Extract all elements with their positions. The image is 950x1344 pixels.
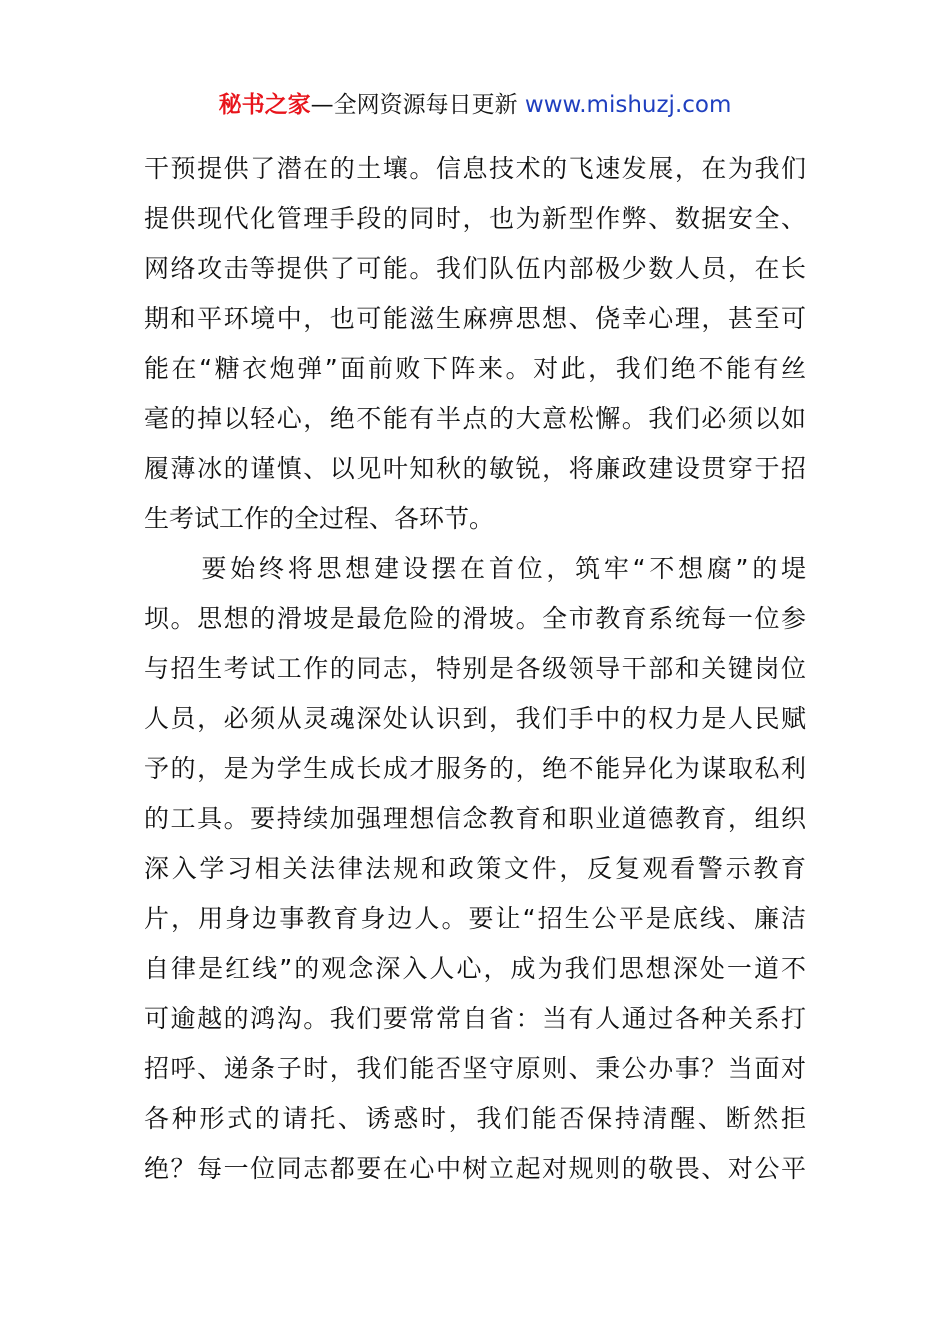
text-line: 的工具。要持续加强理想信念教育和职业道德教育，组织 — [144, 804, 806, 833]
text-line: 招呼、递条子时，我们能否坚守原则、秉公办事？当面对 — [144, 1054, 806, 1083]
text-line: 与招生考试工作的同志，特别是各级领导干部和关键岗位 — [144, 654, 806, 683]
document-body — [144, 144, 806, 1194]
text-line: 提供现代化管理手段的同时，也为新型作弊、数据安全、 — [144, 204, 806, 233]
text-line: 人员，必须从灵魂深处认识到，我们手中的权力是人民赋 — [144, 704, 806, 733]
text-line: 自律是红线”的观念深入人心，成为我们思想深处一道不 — [144, 954, 806, 983]
text-line: 毫的掉以轻心，绝不能有半点的大意松懈。我们必须以如 — [144, 404, 806, 433]
text-line: 各种形式的请托、诱惑时，我们能否保持清醒、断然拒 — [144, 1104, 806, 1133]
text-line: 坝。思想的滑坡是最危险的滑坡。全市教育系统每一位参 — [144, 604, 806, 633]
text-line: 干预提供了潜在的土壤。信息技术的飞速发展，在为我们 — [144, 154, 806, 183]
text-line: 网络攻击等提供了可能。我们队伍内部极少数人员，在长 — [144, 254, 806, 283]
header-url[interactable]: www.mishuzj.com — [524, 92, 732, 118]
text-line: 予的，是为学生成长成才服务的，绝不能异化为谋取私利 — [144, 754, 806, 783]
header-brand: 秘书之家 — [218, 92, 311, 118]
text-line: 能在“糖衣炮弹”面前败下阵来。对此，我们绝不能有丝 — [144, 354, 806, 383]
text-line: 履薄冰的谨慎、以见叶知秋的敏锐，将廉政建设贯穿于招 — [144, 454, 806, 483]
header-tagline: —全网资源每日更新 — [310, 92, 525, 118]
text-line: 要始终将思想建设摆在首位，筑牢“不想腐”的堤 — [144, 554, 806, 583]
page-header — [0, 88, 950, 122]
text-line: 绝？每一位同志都要在心中树立起对规则的敬畏、对公平 — [144, 1154, 806, 1183]
text-line: 期和平环境中，也可能滋生麻痹思想、侥幸心理，甚至可 — [144, 304, 806, 333]
text-line: 可逾越的鸿沟。我们要常常自省：当有人通过各种关系打 — [144, 1004, 806, 1033]
text-line: 深入学习相关法律法规和政策文件，反复观看警示教育 — [144, 854, 806, 883]
text-line: 生考试工作的全过程、各环节。 — [144, 504, 495, 533]
text-line: 片，用身边事教育身边人。要让“招生公平是底线、廉洁 — [144, 904, 806, 933]
